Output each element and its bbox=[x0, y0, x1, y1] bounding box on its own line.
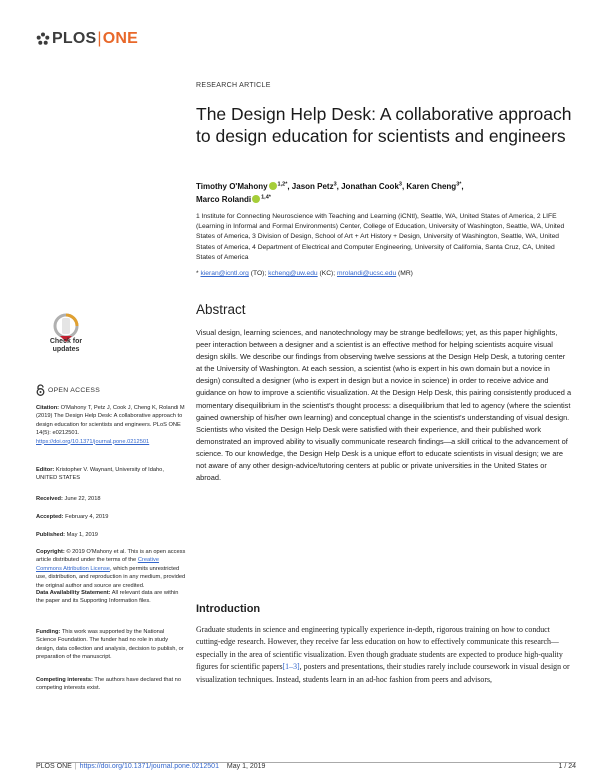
citation-label: Citation: bbox=[36, 405, 60, 411]
author-name[interactable]: Jonathan Cook bbox=[341, 182, 399, 191]
accepted-label: Accepted: bbox=[36, 514, 64, 520]
logo-separator: | bbox=[97, 30, 102, 47]
footer-journal: PLOS ONE bbox=[36, 763, 72, 770]
copyright-text: , which permits unrestricted use, distribution, and reproduction in any medium, provided the original author and source are credited. bbox=[36, 565, 186, 589]
received-block bbox=[36, 495, 186, 503]
email-initials: (TO); bbox=[250, 270, 267, 277]
email-link[interactable]: kieran@icntl.org bbox=[200, 270, 249, 277]
citation-text: O'Mahony T, Petz J, Cook J, Cheng K, Rolandi M (2019) The Design Help Desk: A collaborative approach to design education for scientists and engineers. PLoS ONE 14(5): e0212501. bbox=[36, 405, 185, 437]
data-availability-block bbox=[36, 589, 186, 606]
copyright-block bbox=[36, 548, 186, 590]
author-name[interactable]: Karen Cheng bbox=[406, 182, 457, 191]
page-footer: PLOS ONE | https://doi.org/10.1371/journal.pone.0212501 May 1, 2019 bbox=[36, 763, 266, 770]
license-link[interactable]: Creative Commons Attribution License bbox=[36, 557, 159, 572]
author-affiliation-marker: 3 bbox=[398, 181, 402, 188]
funding-label: Funding: bbox=[36, 629, 61, 635]
published-date: May 1, 2019 bbox=[66, 532, 98, 538]
author-affiliation-marker: 1,2* bbox=[277, 181, 288, 188]
accepted-block bbox=[36, 513, 186, 521]
intro-text-part: , posters and presentations, their studies rarely include coursework in visual design or visualization techniques. Instead, students learn in an ad-hoc fashion from peers and advisors, bbox=[196, 662, 570, 684]
funding-text: This work was supported by the National Science Foundation. The funder had no role in study design, data collection and analysis, decision to publish, or preparation of the manuscript. bbox=[36, 629, 184, 661]
page-number: 1 / 24 bbox=[558, 763, 576, 770]
competing-interests-label: Competing interests: bbox=[36, 677, 93, 683]
affiliations: 1 Institute for Connecting Neuroscience with Teaching and Learning (iCNtl), Seattle, WA, United States of America, 2 LIFE (Learning in Informal and Formal Environments) Center, College of Education, University of Washington, Seattle, WA, United States of America, 3 Division of Design, School of Art + Art History + Design, University of Washington, Seattle, WA, United States of America, 4 Department of Electrical and Computer Engineering, University of California, Santa Cruz, CA, United States of America bbox=[196, 213, 565, 261]
author-name[interactable]: Jason Petz bbox=[291, 182, 334, 191]
correspondence bbox=[196, 269, 571, 279]
author-name[interactable]: Timothy O'Mahony bbox=[196, 182, 268, 191]
open-access-label: OPEN ACCESS bbox=[48, 386, 101, 394]
introduction-body bbox=[196, 624, 572, 686]
author-list: Timothy O'Mahony $^{1,2*}$, Jason Petz$^3$, Jonathan Cook$^3$, Karen Cheng$^{3*}$, Marco Rolandi $^{1,4*}$ bbox=[196, 181, 464, 204]
intro-text-part: Graduate students in science and engineering typically experience in-depth, rigorous training on how to conduct cutting-edge research. However, they receive far less education on how to effectively communicate this research—especially in the area of scientific visualization. Even though graduate students are expected to produce high-quality figures for scientific papers bbox=[196, 625, 563, 672]
data-availability-label: Data Availability Statement: bbox=[36, 590, 111, 596]
competing-interests-text: The authors have declared that no competing interests exist. bbox=[36, 677, 182, 692]
reference-link[interactable]: [1–3] bbox=[282, 662, 300, 672]
received-date: June 22, 2018 bbox=[64, 496, 101, 502]
citation-doi-link[interactable]: https://doi.org/10.1371/journal.pone.0212501 bbox=[36, 438, 150, 445]
accepted-date: February 4, 2019 bbox=[65, 514, 109, 520]
editor-text: Kristopher V. Waynant, University of Idaho, UNITED STATES bbox=[36, 467, 164, 482]
citation-block bbox=[36, 404, 186, 446]
data-availability-text: All relevant data are within the paper and its Supporting Information files. bbox=[36, 590, 179, 605]
published-label: Published: bbox=[36, 532, 66, 538]
orcid-icon[interactable] bbox=[252, 195, 260, 203]
abstract-heading: Abstract bbox=[196, 302, 246, 317]
article-title: The Design Help Desk: A collaborative approach to design education for scientists and engineers bbox=[196, 104, 572, 146]
email-initials: (MR) bbox=[398, 270, 413, 277]
open-access-badge[interactable] bbox=[36, 384, 100, 396]
plos-one-logo[interactable] bbox=[36, 30, 138, 48]
logo-brand: PLOS bbox=[52, 30, 97, 47]
logo-product: ONE bbox=[102, 30, 139, 47]
orcid-icon[interactable] bbox=[269, 182, 277, 190]
open-access-lock-icon bbox=[36, 384, 45, 396]
received-label: Received: bbox=[36, 496, 63, 502]
editor-block bbox=[36, 466, 186, 483]
author-affiliation-marker: 3 bbox=[333, 181, 337, 188]
copyright-text: © 2019 O'Mahony et al. This is an open access article distributed under the terms of the bbox=[36, 549, 186, 564]
editor-label: Editor: bbox=[36, 467, 55, 473]
plos-flower-icon bbox=[36, 32, 50, 46]
correspondence-marker: * bbox=[196, 270, 199, 277]
introduction-heading: Introduction bbox=[196, 603, 261, 615]
competing-interests-block bbox=[36, 676, 186, 693]
funding-block bbox=[36, 628, 186, 662]
footer-doi-link[interactable]: https://doi.org/10.1371/journal.pone.0212501 bbox=[79, 763, 219, 770]
author-affiliation-marker: 1,4* bbox=[261, 194, 271, 201]
footer-date: May 1, 2019 bbox=[226, 763, 266, 770]
email-link[interactable]: kcheng@uw.edu bbox=[268, 270, 318, 277]
check-for-updates-label[interactable]: Check for updates bbox=[49, 338, 83, 353]
published-block bbox=[36, 531, 186, 539]
article-type: RESEARCH ARTICLE bbox=[196, 82, 271, 89]
abstract-body: Visual design, learning sciences, and nanotechnology may be strange bedfellows; yet, as this paper highlights, peer interaction between a designer and a scientist is an effective method for helping scientists acquire visual design skills. We describe our findings from observing twelve sessions at the Design Help Desk, a tutoring center at the University of Washington. At each session, a scientist (who is expert in his own domain but a novice in design) consulted a designer (who is expert in design but a novice in science) in order to receive advice and guidance on how to improve a scientific visualization. At the Design Help Desk, this pairing consistently produced a momentary disequilibrium in the scientist's thought process: a disequilibrium that led to agency (where the scientist gained ownership of his/her own learning) and conceptual change in the scientist's understanding of visual design. Scientists who visited the Design Help Desk were satisfied with their experience, and their published work demonstrated an improved ability to visually communicate research findings—a skill critical to the advancement of science. To our knowledge, the Design Help Desk is a unique effort to educate scientists in visual design; we are not aware of any other design-advice/tutoring centers at public or private universities in the United States or abroad. bbox=[196, 328, 572, 483]
email-link[interactable]: mrolandi@ucsc.edu bbox=[336, 270, 397, 277]
author-affiliation-marker: 3* bbox=[456, 181, 462, 188]
author-name[interactable]: Marco Rolandi bbox=[196, 195, 252, 204]
copyright-label: Copyright: bbox=[36, 549, 65, 555]
email-initials: (KC); bbox=[319, 270, 336, 277]
